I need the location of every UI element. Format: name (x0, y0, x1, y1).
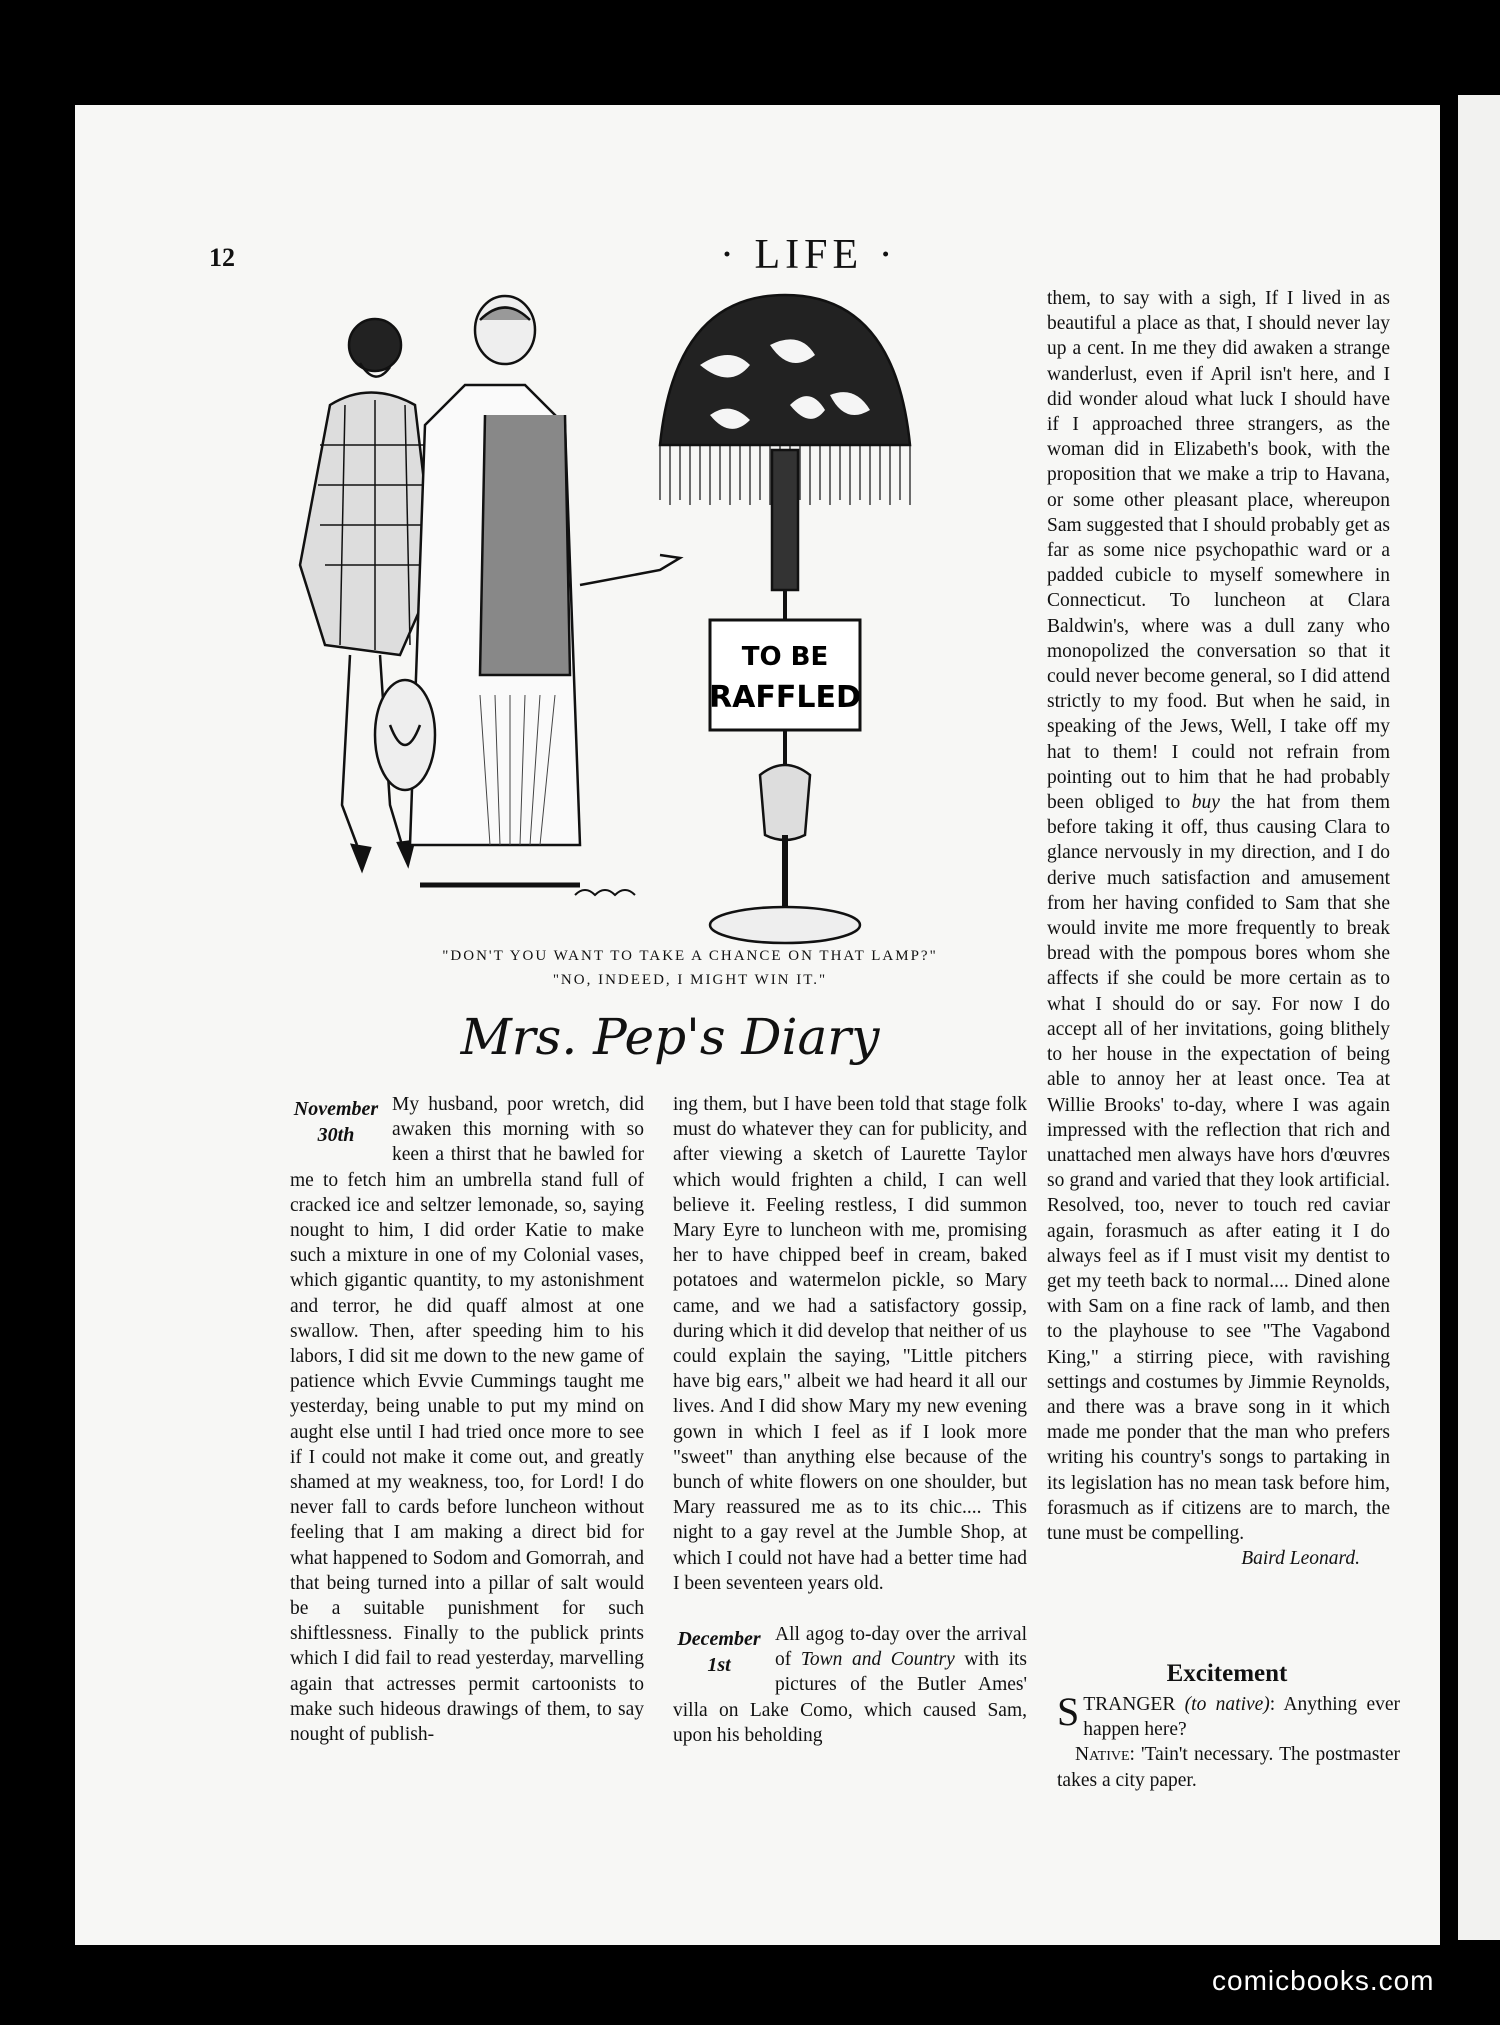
entry2-date-month: December (677, 1628, 761, 1651)
entry2-dateline (673, 1626, 765, 1678)
entry2-date-day: 1st (707, 1654, 731, 1677)
sign-line2: RAFFLED (709, 680, 861, 715)
col3-text-b: the hat from them before taking it off, thus causing Clara to glance nervously in my direction, and I do derive much satisfaction and amusement from her having confided to Sam that she would invite me more frequently to break bread with the pompous bores whom she affects if she could be more certain as to what I should do or say. For now I do accept all of her invitations, going blithely to her house in the expectation of being able to annoy her at least once. Tea at Willie Brooks' to-day, where I was again impressed with the reflection that rich and unattached men always have hors d'œuvres so grand and varied that they look artificial. Resolved, too, never to touch red caviar again, forasmuch as after eating it I do always feel as if I must visit my dentist to get my teeth back to normal.... Dined alone with Sam on a fine rack of lamb, and then to the playhouse to see "The Vagabond King," a stirring piece, with ravishing settings and costumes by Jimmie Reynolds, and there was a brave song in it which made me ponder that the man who prefers writing his country's songs to partaking in its legislation has no mean task before him, forasmuch as if citizens are to march, the tune must be compelling. (1047, 792, 1391, 1544)
entry1-continuation: ing them, but I have been told that stage folk must do whatever they can for publicity, and after viewing a sketch of Laurette Taylor which would frighten a child, I can well believe it. Feeling restless, I did summon Mary Eyre to luncheon with me, promising her to have chipped beef in cream, baked potatoes and watermelon pickle, so Mary came, and we had a satisfactory gossip, during which it did develop that neither of us could explain the saying, "Little pitchers have big ears," albeit we had heard it all our lives. And I did show Mary my new evening gown in which I feel as if I look more "sweet" than anything else because of the bunch of white flowers on one shoulder, but Mary reassured me as to its chic.... This night to a gay revel at the Jumble Shop, at which I could not have had a better time had I been seventeen years old. (673, 1094, 1027, 1594)
excitement-question: : Anything ever happen here? (1083, 1694, 1400, 1741)
article-column-1 (290, 1092, 644, 1747)
entry1-date-day: 30th (317, 1124, 355, 1146)
excitement-line-2 (1057, 1742, 1400, 1792)
speaker2: Native: (1075, 1744, 1135, 1766)
magazine-name: Town and Country (800, 1649, 955, 1671)
entry1-date-month: November (293, 1098, 379, 1120)
man-figure (375, 296, 680, 885)
facing-page-edge (1458, 95, 1500, 1940)
entry2 (673, 1622, 1027, 1748)
entry2-text-b: with its pictures of the Butler Ames' villa on Lake Como, which caused Sam, upon his beholding (673, 1649, 1027, 1746)
entry1-dateline (290, 1096, 382, 1148)
entry2-text-a: All agog to-day over the arrival of (775, 1624, 1027, 1671)
stage-direction: (to native) (1184, 1694, 1270, 1715)
dropcap: S (1057, 1689, 1080, 1734)
watermark: comicbooks.com (1212, 1965, 1435, 1996)
masthead: · LIFE · (720, 232, 898, 278)
cartoon-caption-line2: "NO, INDEED, I MIGHT WIN IT." (552, 972, 828, 988)
article-title: Mrs. Pep's Diary (460, 1008, 880, 1066)
entry2-continuation (1047, 286, 1390, 1546)
raffle-sign (709, 620, 861, 730)
excitement-text (1057, 1689, 1400, 1793)
excitement-answer: 'Tain't necessary. The postmaster takes a city paper. (1057, 1744, 1400, 1791)
speaker1: TRANGER (1083, 1694, 1176, 1715)
entry1-text: My husband, poor wretch, did awaken this morning with so keen a thirst that he bawled for me to fetch him an umbrella stand full of cracked ice and seltzer lemonade, so, saying nought to him, I did order Katie to make such a mixture in one of my Colonial vases, which gigantic quantity, to my astonishment and terror, he did quaff almost at one swallow. Then, after speeding him to his labors, I did sit me down to the new game of patience which Evvie Cummings taught me yesterday, being unable to put my mind on aught else until I had tried once more to see if I could not make it come out, and greatly shamed at my weakness, too, for Lord! I do never fall to cards before luncheon without feeling that I am making a direct bid for what happened to Sodom and Gomorrah, and that being turned into a pillar of salt would be a suitable punishment for such shiftlessness. Finally to the publick prints which I did fail to read yesterday, marvelling again that actresses permit cartoonists to make such hideous drawings of them, to say nought of publish- (290, 1094, 644, 1746)
artist-signature (575, 890, 635, 895)
cartoon-illustration (240, 275, 1040, 955)
cartoon-caption-line1: "DON'T YOU WANT TO TAKE A CHANCE ON THAT LAMP?" (442, 948, 938, 964)
article-column-2 (673, 1092, 1027, 1748)
excitement-line-1 (1057, 1689, 1400, 1742)
col3-text-a: them, to say with a sigh, If I lived in as beautiful a place as that, I should never lay up a cent. In me they did awaken a strange wanderlust, even if April isn't here, and I did wonder aloud what luck I should have if I approached three strangers, as the woman did in Elizabeth's book, with the proposition that we make a trip to Havana, or some other pleasant place, whereupon Sam suggested that I should probably get as far as some nice psychopathic ward or a padded cubicle to myself somewhere in Connecticut. To luncheon at Clara Baldwin's, where was a dull zany who monopolized the conversation so that it could never become general, so I did attend strictly to my food. But when he said, in speaking of the Jews, Well, I take off my hat to them! I could not refrain from pointing out to him that he had probably been obliged to (1047, 288, 1390, 814)
page-number: 12 (209, 243, 235, 272)
excitement-heading: Excitement (1166, 1660, 1288, 1687)
col3-italic: buy (1191, 792, 1220, 814)
article-column-3 (1047, 286, 1390, 1571)
sign-line1: TO BE (741, 642, 829, 672)
author-signature: Baird Leonard. (1241, 1548, 1360, 1570)
